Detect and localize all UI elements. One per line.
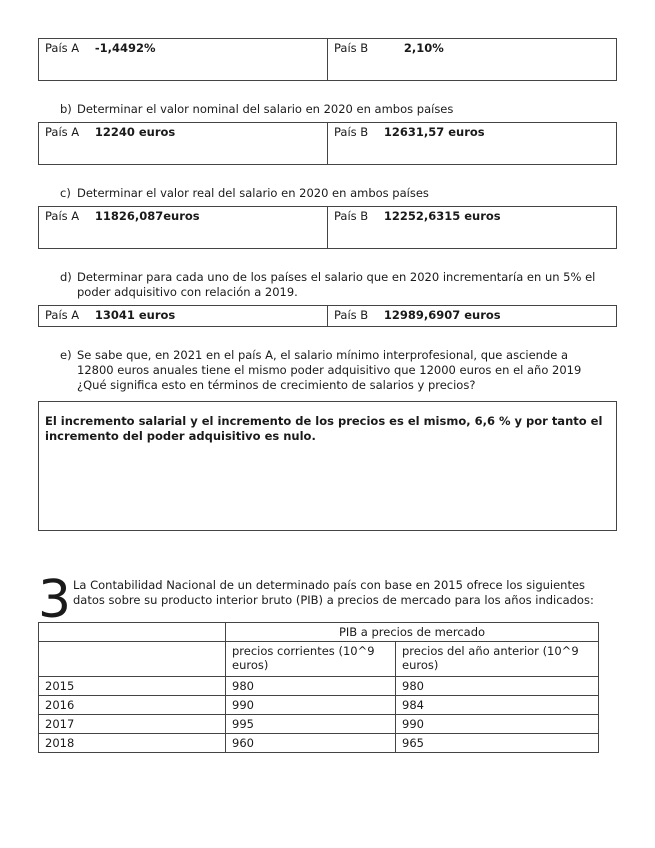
question-marker: e) (60, 348, 72, 362)
exercise-intro: La Contabilidad Nacional de un determinado país con base en 2015 ofrece los siguientes datos sobre su producto interior bruto (PIB) a precios de mercado para los años indicados: (73, 578, 594, 607)
cell-anterior: 984 (396, 696, 599, 715)
cell-corrientes: 980 (226, 677, 396, 696)
cell-anterior: 980 (396, 677, 599, 696)
answer-cell-pais-a (39, 123, 327, 164)
answer-value: -1,4492% (94, 41, 156, 55)
answer-cell-pais-b (327, 306, 616, 326)
answer-value: 2,10% (403, 41, 444, 55)
cell-year: 2018 (39, 734, 226, 753)
table-header-row (39, 623, 599, 642)
question-b (60, 102, 615, 117)
exercise-number: 3 (38, 570, 72, 630)
cell-anterior: 990 (396, 715, 599, 734)
cell-year: 2016 (39, 696, 226, 715)
col-header-corrientes: precios corrientes (10^9 euros) (226, 642, 396, 677)
answer-box-c (38, 206, 617, 249)
cell-corrientes: 960 (226, 734, 396, 753)
cell-corrientes: 990 (226, 696, 396, 715)
table-group-header: PIB a precios de mercado (226, 623, 599, 642)
answer-value: 12252,6315 euros (383, 209, 501, 223)
answer-cell-pais-a (39, 207, 327, 248)
answer-box-e (38, 401, 617, 531)
country-label: País A (45, 308, 80, 322)
answer-cell-pais-b (327, 123, 616, 164)
table-header-empty (39, 623, 226, 642)
answer-value: 12240 euros (94, 125, 176, 139)
table-subheader-row (39, 642, 599, 677)
cell-year: 2015 (39, 677, 226, 696)
answer-box-d (38, 305, 617, 327)
answer-value: 11826,087euros (94, 209, 200, 223)
country-label: País A (45, 125, 80, 139)
answer-cell-pais-a (39, 306, 327, 326)
table-row (39, 715, 599, 734)
cell-anterior: 965 (396, 734, 599, 753)
country-label: País B (334, 209, 369, 223)
table-header-empty (39, 642, 226, 677)
table-row (39, 734, 599, 753)
pib-table (38, 622, 599, 753)
col-header-anterior: precios del año anterior (10^9 euros) (396, 642, 599, 677)
country-label: País A (45, 209, 80, 223)
table-row (39, 696, 599, 715)
answer-cell-pais-b (327, 39, 616, 80)
country-label: País B (334, 41, 369, 55)
cell-year: 2017 (39, 715, 226, 734)
answer-cell-pais-a (39, 39, 327, 80)
answer-value: 13041 euros (94, 308, 176, 322)
question-text: Determinar para cada uno de los países el salario que en 2020 incrementaría en un 5% el poder adquisitivo con relación a 2019. (77, 270, 596, 299)
question-text: Determinar el valor real del salario en 2020 en ambos países (77, 186, 429, 200)
answer-value: 12989,6907 euros (383, 308, 501, 322)
table-row (39, 677, 599, 696)
question-marker: d) (60, 270, 72, 284)
question-marker: b) (60, 102, 72, 116)
cell-corrientes: 995 (226, 715, 396, 734)
answer-cell-pais-b (327, 207, 616, 248)
question-text: Determinar el valor nominal del salario en 2020 en ambos países (77, 102, 454, 116)
country-label: País A (45, 41, 80, 55)
answer-box-b (38, 122, 617, 165)
question-marker: c) (60, 186, 71, 200)
answer-value: 12631,57 euros (383, 125, 485, 139)
answer-text: El incremento salarial y el incremento de los precios es el mismo, 6,6 % y por tanto el incremento del poder adquisitivo es nulo. (45, 414, 603, 443)
question-c (60, 186, 615, 201)
question-text: Se sabe que, en 2021 en el país A, el salario mínimo interprofesional, que asciende a 12800 euros anuales tiene el mismo poder adquisitivo que 12000 euros en el año 2019 ¿Qué significa esto en términos de crecimiento de salarios y precios? (77, 348, 582, 392)
question-d (60, 270, 615, 300)
country-label: País B (334, 308, 369, 322)
country-label: País B (334, 125, 369, 139)
question-e (60, 348, 600, 393)
answer-box-a (38, 38, 617, 81)
